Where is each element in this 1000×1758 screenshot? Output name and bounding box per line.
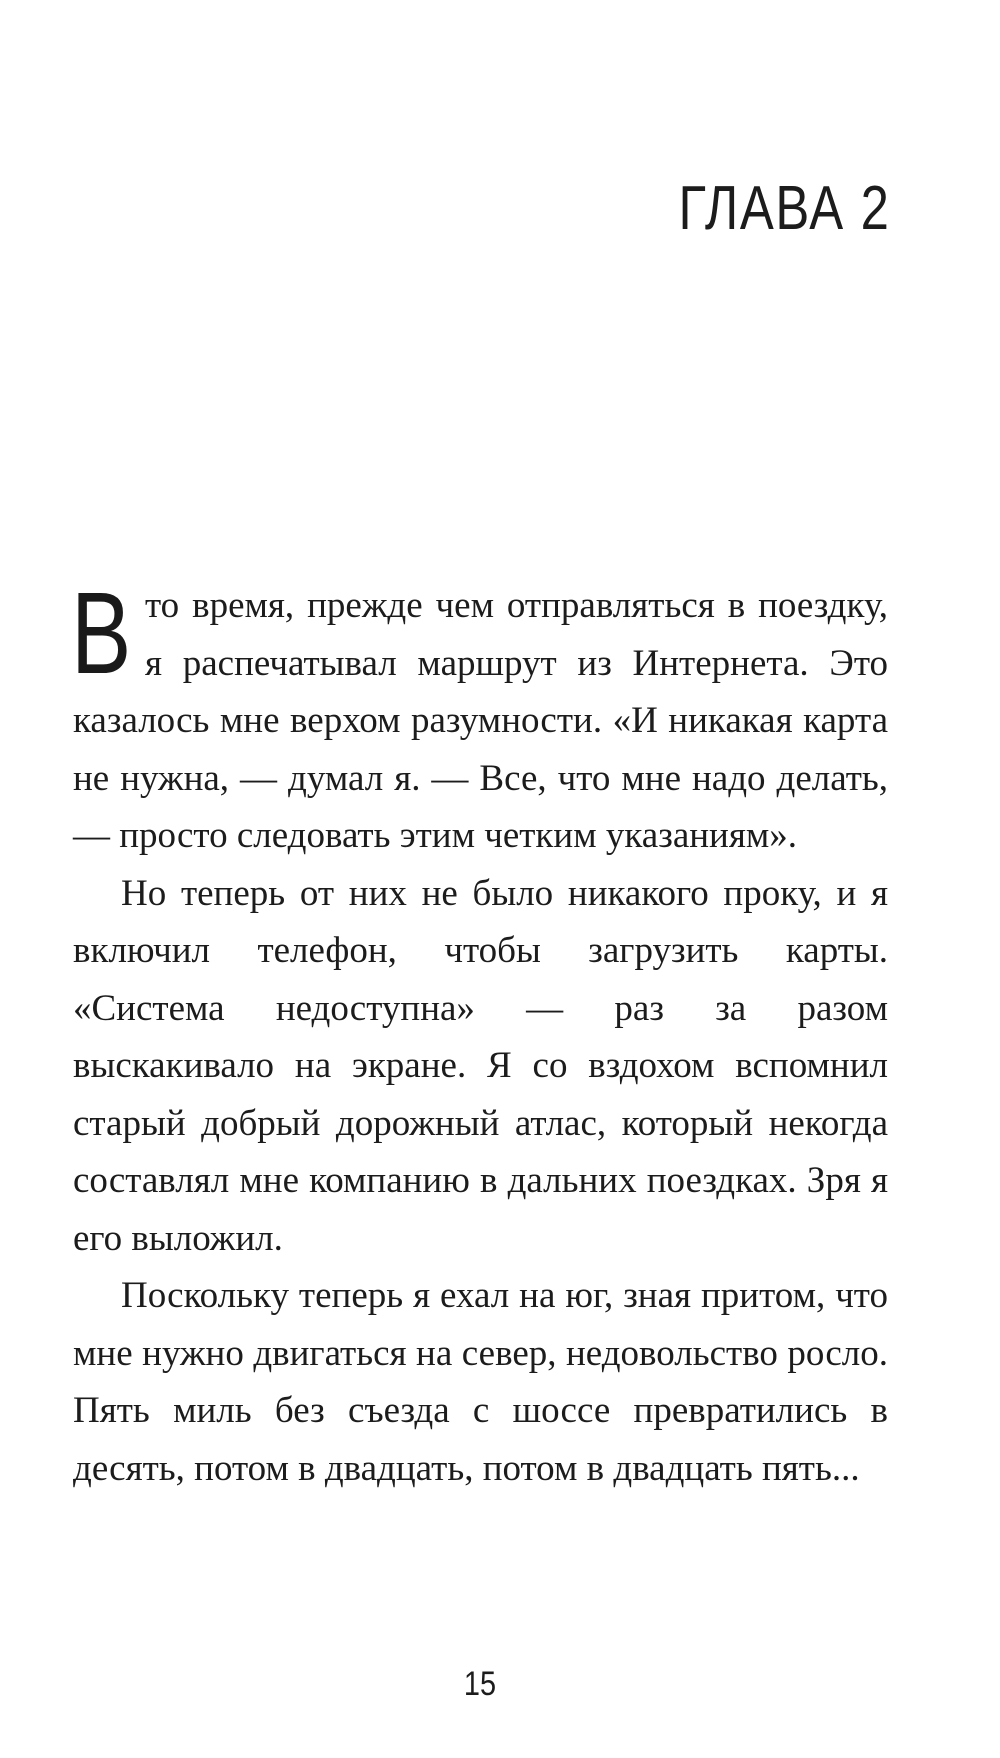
paragraph-1-text: то время, прежде чем отправляться в поездку, я распечатывал маршрут из Интернета. Это казалось мне верхом разумности. «И никакая карта не нужна, — думал я. — Все, что мне надо делать, — просто следовать этим четким указаниям».: [73, 585, 888, 856]
body-text: [71, 568, 888, 1497]
chapter-title: ГЛАВА 2: [678, 174, 890, 243]
drop-cap: В: [71, 568, 132, 698]
page-number: 15: [463, 1665, 497, 1703]
paragraph-1: [71, 568, 888, 865]
paragraph-3: Поскольку теперь я ехал на юг, зная притом, что мне нужно двигаться на север, недовольство росло. Пять миль без съезда с шоссе превратились в десять, потом в двадцать, потом в двадцать пять...: [73, 1275, 888, 1489]
paragraph-2: Но теперь от них не было никакого проку, и я включил телефон, чтобы загрузить карты. «Система недоступна» — раз за разом выскакивало на экране. Я со вздохом вспомнил старый добрый дорожный атлас, который некогда составлял мне компанию в дальних поездках. Зря я его выложил.: [73, 872, 888, 1259]
